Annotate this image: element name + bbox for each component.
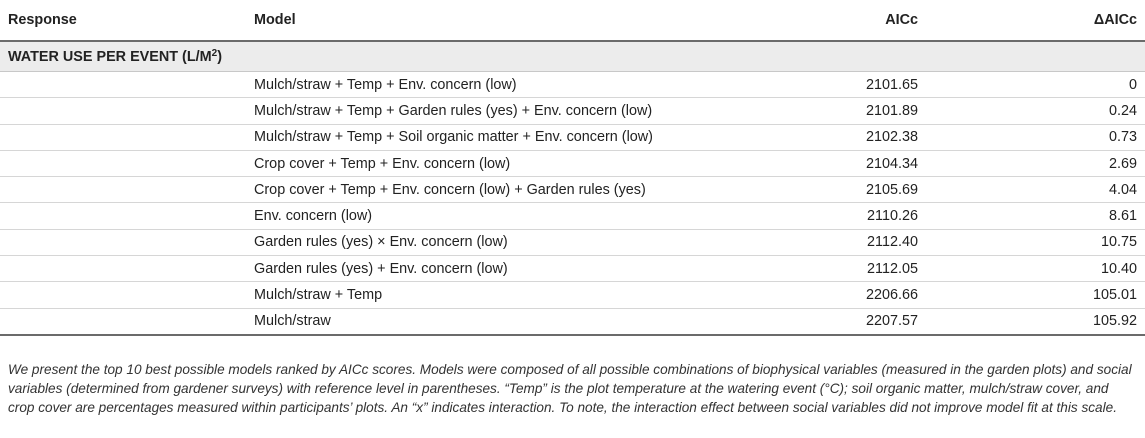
table-row	[0, 256, 1145, 282]
aicc-cell: 2101.65	[730, 72, 920, 98]
response-cell	[0, 150, 250, 176]
table-row	[0, 72, 1145, 98]
response-cell	[0, 124, 250, 150]
response-cell	[0, 203, 250, 229]
section-label-end: )	[217, 48, 222, 65]
aicc-cell: 2110.26	[730, 203, 920, 229]
model-cell: Env. concern (low)	[250, 203, 730, 229]
table-row	[0, 98, 1145, 124]
delta-aicc-cell: 10.40	[920, 256, 1145, 282]
aicc-cell: 2206.66	[730, 282, 920, 308]
response-cell	[0, 229, 250, 255]
delta-aicc-cell: 0.73	[920, 124, 1145, 150]
delta-aicc-cell: 8.61	[920, 203, 1145, 229]
response-cell	[0, 256, 250, 282]
section-row	[0, 41, 1145, 72]
model-cell: Mulch/straw + Temp + Env. concern (low)	[250, 72, 730, 98]
aicc-cell: 2104.34	[730, 150, 920, 176]
model-cell: Mulch/straw	[250, 308, 730, 335]
response-cell	[0, 308, 250, 335]
response-cell	[0, 98, 250, 124]
response-cell	[0, 72, 250, 98]
table-row	[0, 150, 1145, 176]
delta-aicc-cell: 105.01	[920, 282, 1145, 308]
response-cell	[0, 282, 250, 308]
response-cell	[0, 177, 250, 203]
table-row	[0, 177, 1145, 203]
section-label	[0, 41, 1145, 72]
model-cell: Mulch/straw + Temp + Garden rules (yes) + Env. concern (low)	[250, 98, 730, 124]
aicc-cell: 2105.69	[730, 177, 920, 203]
section-label-superscript: 2	[211, 47, 218, 59]
model-cell: Crop cover + Temp + Env. concern (low)	[250, 150, 730, 176]
aicc-cell: 2112.05	[730, 256, 920, 282]
aicc-cell: 2112.40	[730, 229, 920, 255]
aicc-cell: 2102.38	[730, 124, 920, 150]
table-row	[0, 203, 1145, 229]
model-cell: Garden rules (yes) + Env. concern (low)	[250, 256, 730, 282]
header-row	[0, 0, 1145, 41]
delta-aicc-cell: 105.92	[920, 308, 1145, 335]
header-delta-aicc: ΔAICc	[920, 0, 1145, 41]
delta-aicc-cell: 4.04	[920, 177, 1145, 203]
header-response: Response	[0, 0, 250, 41]
delta-aicc-cell: 10.75	[920, 229, 1145, 255]
table-footnote: We present the top 10 best possible models ranked by AICc scores. Models were composed of all possible combinations of biophysical variables (measured in the garden plots) and social variables (determined from gardener surveys) with reference level in parentheses. “Temp” is the plot temperature at the watering event (°C); soil organic matter, mulch/straw cover, and crop cover are percentages measured within participants’ plots. An “x” indicates interaction. To note, the interaction effect between social variables did not improve model fit at this scale.	[8, 362, 1132, 415]
delta-aicc-cell: 0.24	[920, 98, 1145, 124]
delta-aicc-cell: 2.69	[920, 150, 1145, 176]
header-aicc: AICc	[730, 0, 920, 41]
aicc-cell: 2207.57	[730, 308, 920, 335]
aicc-cell: 2101.89	[730, 98, 920, 124]
delta-aicc-cell: 0	[920, 72, 1145, 98]
model-cell: Mulch/straw + Temp + Soil organic matter + Env. concern (low)	[250, 124, 730, 150]
header-model: Model	[250, 0, 730, 41]
table-row	[0, 308, 1145, 335]
table-row	[0, 124, 1145, 150]
model-cell: Mulch/straw + Temp	[250, 282, 730, 308]
model-cell: Garden rules (yes) × Env. concern (low)	[250, 229, 730, 255]
model-cell: Crop cover + Temp + Env. concern (low) + Garden rules (yes)	[250, 177, 730, 203]
table-row	[0, 229, 1145, 255]
section-label-text: WATER USE PER EVENT (L/M	[8, 48, 212, 65]
table-row	[0, 282, 1145, 308]
